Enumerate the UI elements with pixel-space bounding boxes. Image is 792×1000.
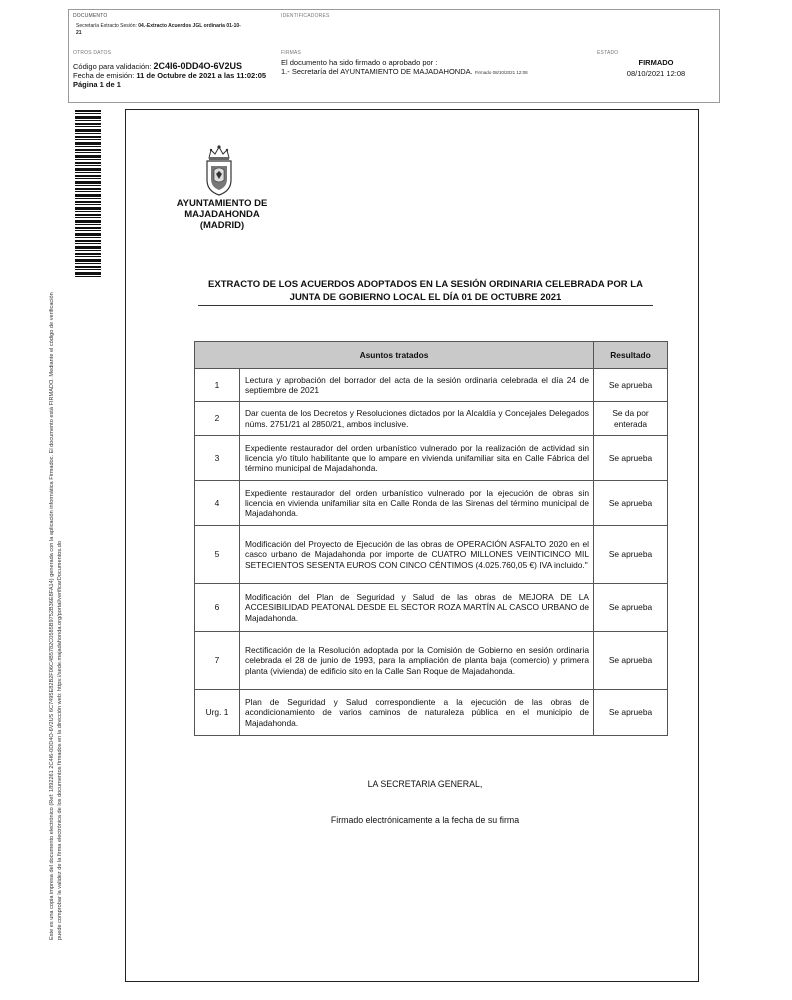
pagina-indicator: Página 1 de 1: [73, 80, 121, 89]
otros-datos-cell: [69, 46, 277, 102]
row-result: Se aprueba: [594, 481, 668, 526]
documento-caption: DOCUMENTO: [73, 13, 108, 19]
electronic-signature-note: Firmado electrónicamente a la fecha de su firma: [330, 815, 520, 825]
row-number: 4: [195, 481, 240, 526]
row-description: Dar cuenta de los Decretos y Resoluciones dictados por la Alcaldía y Concejales Delegados núms. 2751/21 al 2850/21, ambos inclusive.: [240, 402, 594, 436]
identificadores-cell: [277, 10, 719, 46]
acuerdos-table: [194, 341, 668, 736]
header-resultado: Resultado: [594, 342, 668, 369]
estado-caption: ESTADO: [597, 50, 619, 56]
codigo-value: 2C4I6-0DD4O-6V2US: [153, 61, 243, 71]
row-number: 7: [195, 632, 240, 690]
title-line-2: JUNTA DE GOBIERNO LOCAL EL DÍA 01 DE OCTUBRE 2021: [289, 292, 562, 303]
fecha-value: 11 de Octubre de 2021 a las 11:02:05: [136, 71, 267, 80]
row-number: 2: [195, 402, 240, 436]
identificadores-caption: IDENTIFICADORES: [281, 13, 330, 19]
table-row: [195, 436, 668, 481]
row-number: 3: [195, 436, 240, 481]
table-row: [195, 690, 668, 736]
documento-value-bold: 04.-Extracto Acuerdos JGL ordinaria 01-10-21: [76, 23, 241, 36]
firmante: 1.- Secretaría del AYUNTAMIENTO DE MAJADAHONDA.: [281, 67, 473, 76]
row-description: Expediente restaurador del orden urbanístico vulnerado por la ejecución de obras sin licencia en vivienda unifamiliar sita en Calle Ronda de las Sirenas del término municipal de Majadahonda.: [240, 481, 594, 526]
documento-value-prefix: Secretaría Extracto Sesión:: [76, 23, 139, 29]
table-row: [195, 632, 668, 690]
codigo-validacion: [73, 62, 273, 71]
ayuntamiento-name: [168, 198, 276, 231]
table-row: [195, 369, 668, 402]
codigo-label: Código para validación:: [73, 62, 154, 71]
firmas-caption: FIRMAS: [281, 50, 302, 56]
row-description: Expediente restaurador del orden urbanístico vulnerado por la realización de actividad sin licencia y/o título habilitante que lo ampare en vivienda unifamiliar sita en Calle Fábrica del término municipal de Majadahonda.: [240, 436, 594, 481]
estado-cell: [593, 46, 719, 102]
ayto-line-2: MAJADAHONDA: [184, 209, 260, 220]
fecha-label: Fecha de emisión:: [73, 71, 137, 80]
title-line-1: EXTRACTO DE LOS ACUERDOS ADOPTADOS EN LA SESIÓN ORDINARIA CELEBRADA POR LA: [208, 279, 643, 290]
ayto-line-3: (MADRID): [199, 220, 245, 231]
ayto-line-1: AYUNTAMIENTO DE: [176, 198, 268, 209]
row-result: Se da por enterada: [594, 402, 668, 436]
table-row: [195, 402, 668, 436]
firmante-fecha: Firmado 08/10/2021 12:08: [474, 70, 528, 75]
row-result: Se aprueba: [594, 369, 668, 402]
row-result: Se aprueba: [594, 690, 668, 736]
row-description: Lectura y aprobación del borrador del acta de la sesión ordinaria celebrada el día 24 de septiembre de 2021: [240, 369, 594, 402]
verification-side-note: Este es una copia impresa del documento electrónico (Ref: 1892261 2C4I6-0DD4O-6V2US 6C7495E82B2F06C4B5782C0585B9752B36E8FA14) generada con la aplicación informática Firmadoc. El documento está FIRMADO. Mediante el código de verificación puede comprobar la validez de la firma electrónica de los documentos firmados en la dirección web: https://sede.majadahonda.org/portal/verificarDocumentos.do: [49, 292, 63, 940]
estado-fecha: 08/10/2021 12:08: [626, 69, 686, 78]
header-asuntos: Asuntos tratados: [195, 342, 594, 369]
row-number: Urg. 1: [195, 690, 240, 736]
firmas-cell: [277, 46, 593, 102]
row-number: 6: [195, 584, 240, 632]
secretaria-signature-label: LA SECRETARIA GENERAL,: [367, 779, 483, 789]
fecha-emision: [73, 71, 273, 80]
table-row: [195, 584, 668, 632]
documento-cell: [69, 10, 277, 46]
document-title: [198, 278, 653, 304]
coat-of-arms-icon: [203, 144, 235, 196]
firmas-line-2: [281, 67, 589, 77]
row-result: Se aprueba: [594, 526, 668, 584]
firmas-line-1: El documento ha sido firmado o aprobado por :: [281, 58, 438, 67]
document-metadata-header: [68, 9, 720, 103]
row-number: 1: [195, 369, 240, 402]
row-description: Modificación del Plan de Seguridad y Salud de las obras de MEJORA DE LA ACCESIBILIDAD PEATONAL DESDE EL SECTOR ROZA MARTÍN AL CASCO URBANO de Majadahonda.: [240, 584, 594, 632]
documento-value: [76, 23, 246, 37]
title-underline: [198, 305, 653, 306]
row-description: Rectificación de la Resolución adoptada por la Comisión de Gobierno en sesión ordinaria celebrada el 28 de junio de 1993, para la ampliación de planta baja (comercio) y primera planta (vivienda) de edificio sito en la Calle San Roque de Majadahonda.: [240, 632, 594, 690]
table-row: [195, 481, 668, 526]
barcode-image: [75, 110, 101, 278]
row-result: Se aprueba: [594, 436, 668, 481]
table-header-row: [195, 342, 668, 369]
row-result: Se aprueba: [594, 632, 668, 690]
row-result: Se aprueba: [594, 584, 668, 632]
table-row: [195, 526, 668, 584]
row-description: Modificación del Proyecto de Ejecución de las obras de OPERACIÓN ASFALTO 2020 en el casco urbano de Majadahonda por importe de CUATRO MILLONES VEINTICINCO MIL SETECIENTOS SESENTA EUROS CON CINCO CÉNTIMOS (4.025.760,05 €) IVA incluido.": [240, 526, 594, 584]
estado-value: FIRMADO: [638, 58, 674, 67]
row-number: 5: [195, 526, 240, 584]
otros-datos-caption: OTROS DATOS: [73, 50, 112, 56]
row-description: Plan de Seguridad y Salud correspondiente a la ejecución de las obras de acondicionamiento de varios caminos de naturaleza pública en el municipio de Majadahonda.: [240, 690, 594, 736]
